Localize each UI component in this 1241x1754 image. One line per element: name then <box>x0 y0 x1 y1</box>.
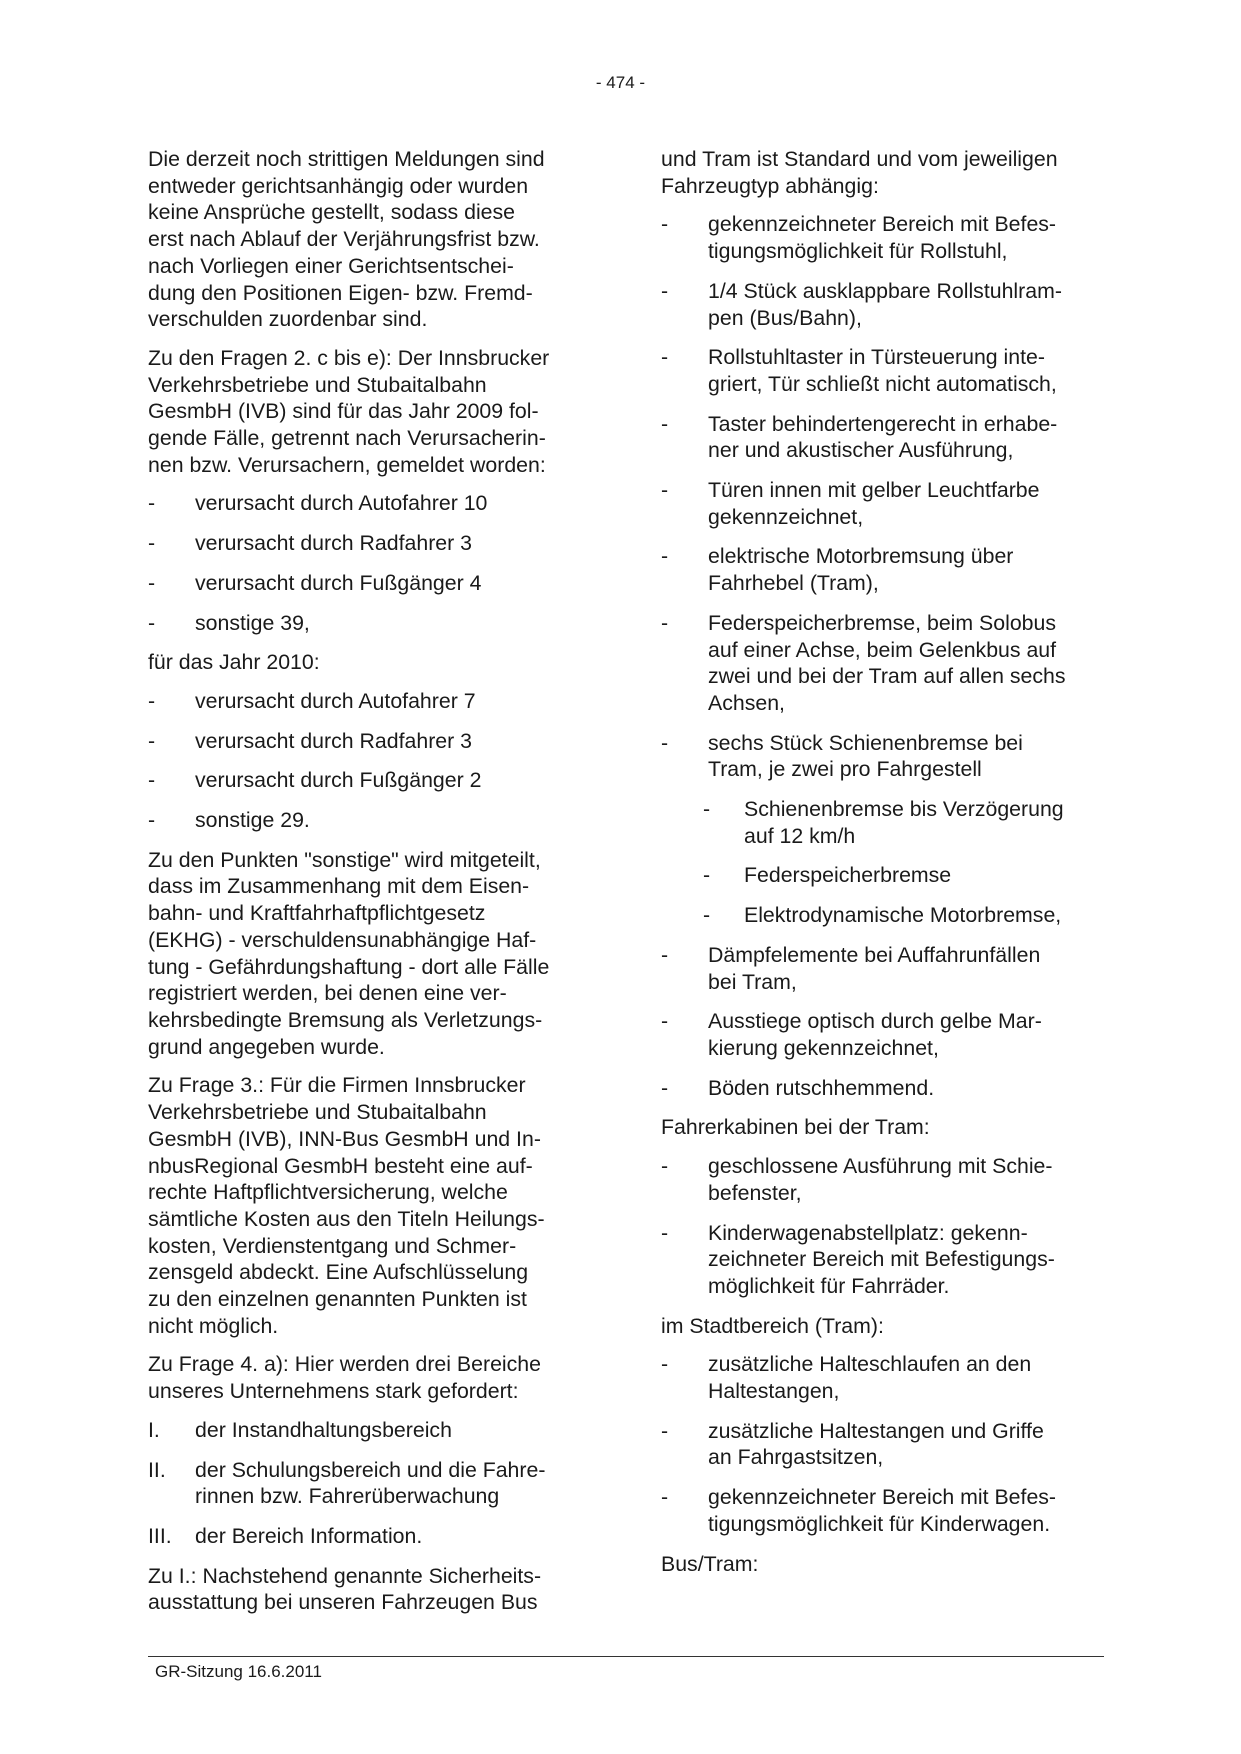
sub-list-item <box>661 796 1101 849</box>
list-item <box>148 610 588 637</box>
list-item-text: zusätzliche Haltestangen und Griffe an Fahrgastsitzen, <box>708 1418 1044 1470</box>
paragraph: Zu den Punkten "sonstige" wird mitgeteilt, dass im Zusammenhang mit dem Eisen- bahn- und Kraftfahrhaftpflichtgesetz (EKHG) - verschuldensunabhängige Haf- tung - Gefährdungshaftung - dort alle Fälle registriert werden, bei denen eine ver- kehrsbedingte Bremsung als Verletzungs- grund angegeben wurde. <box>148 847 550 1059</box>
list-item-text: verursacht durch Radfahrer 3 <box>195 531 472 556</box>
list-item <box>661 730 1101 783</box>
list-item-text: Ausstiege optisch durch gelbe Mar- kierung gekennzeichnet, <box>708 1009 1042 1060</box>
list-item <box>661 1008 1101 1061</box>
list-item-text: 1/4 Stück ausklappbare Rollstuhlram- pen (Bus/Bahn), <box>708 278 1062 330</box>
sub-list-item <box>661 862 1101 889</box>
list-marker: - <box>148 808 156 833</box>
list-marker: - <box>703 863 711 888</box>
list-item <box>661 1220 1101 1300</box>
list-item-text: Rollstuhltaster in Türsteuerung inte- griert, Tür schließt nicht automatisch, <box>708 345 1057 396</box>
list-item <box>661 1075 1101 1102</box>
list-item-text: verursacht durch Fußgänger 4 <box>195 570 482 595</box>
list-marker: - <box>148 688 156 713</box>
list-item <box>148 1417 588 1444</box>
list-marker: - <box>148 768 156 793</box>
list-item-text: Dämpfelemente bei Auffahrunfällen bei Tram, <box>708 942 1041 994</box>
list-marker: - <box>148 570 156 595</box>
list-item <box>148 1523 588 1550</box>
paragraph: im Stadtbereich (Tram): <box>661 1313 884 1338</box>
list-item-text: verursacht durch Fußgänger 2 <box>195 768 482 793</box>
paragraph: Fahrerkabinen bei der Tram: <box>661 1115 930 1140</box>
list-marker: - <box>661 278 669 303</box>
list-marker: - <box>148 531 156 556</box>
list-item-text: Federspeicherbremse, beim Solobus auf einer Achse, beim Gelenkbus auf zwei und bei der Tram auf allen sechs Achsen, <box>708 610 1066 715</box>
list-item <box>148 530 588 557</box>
list-marker: - <box>661 1220 669 1245</box>
list-item <box>148 688 588 715</box>
paragraph: Zu den Fragen 2. c bis e): Der Innsbrucker Verkehrsbetriebe und Stubaitalbahn GesmbH (IVB) sind für das Jahr 2009 fol- gende Fälle, getrennt nach Verursacherin- nen bzw. Verursachern, gemeldet worden: <box>148 345 550 477</box>
paragraph: Die derzeit noch strittigen Meldungen sind entweder gerichtsanhängig oder wurden keine Ansprüche gestellt, sodass diese erst nach Ablauf der Verjährungsfrist bzw. nach Vorliegen einer Gerichtsentschei- dung den Positionen Eigen- bzw. Fremd- verschulden zuordenbar sind. <box>148 147 545 332</box>
list-item <box>148 490 588 517</box>
list-marker: - <box>148 728 156 753</box>
list-item-text: verursacht durch Radfahrer 3 <box>195 728 472 753</box>
list-item-text: verursacht durch Autofahrer 10 <box>195 491 488 516</box>
list-marker: - <box>661 1485 669 1510</box>
list-item-text: Federspeicherbremse <box>744 863 952 888</box>
paragraph: Zu I.: Nachstehend genannte Sicherheits- ausstattung bei unseren Fahrzeugen Bus <box>148 1563 542 1615</box>
list-item-text: zusätzliche Halteschlaufen an den Haltestangen, <box>708 1352 1032 1404</box>
list-marker: - <box>661 411 669 436</box>
list-marker: - <box>661 345 669 370</box>
list-item <box>661 411 1101 464</box>
list-marker: - <box>661 610 669 635</box>
sub-list-item <box>661 902 1101 929</box>
list-marker: - <box>661 1009 669 1034</box>
list-item <box>661 543 1101 596</box>
paragraph: Zu Frage 3.: Für die Firmen Innsbrucker Verkehrsbetriebe und Stubaitalbahn GesmbH (IVB), INN-Bus GesmbH und In- nbusRegional GesmbH besteht eine auf- rechte Haftpflichtversicherung, welche sämtliche Kosten aus den Titeln Heilungs- kosten, Verdienstentgang und Schmer- zensgeld abdeckt. Eine Aufschlüsselung zu den einzelnen genannten Punkten ist nicht möglich. <box>148 1073 545 1338</box>
list-item <box>661 278 1101 331</box>
paragraph: und Tram ist Standard und vom jeweiligen Fahrzeugtyp abhängig: <box>661 147 1058 198</box>
list-item-text: Taster behindertengerecht in erhabe- ner und akustischer Ausführung, <box>708 411 1058 463</box>
list-item-text: der Bereich Information. <box>195 1523 423 1548</box>
list-item-text: sonstige 29. <box>195 808 310 833</box>
paragraph: Zu Frage 4. a): Hier werden drei Bereiche unseres Unternehmens stark gefordert: <box>148 1352 541 1404</box>
list-item <box>661 610 1101 717</box>
list-item-text: Böden rutschhemmend. <box>708 1075 935 1100</box>
list-item-text: sonstige 39, <box>195 610 310 635</box>
list-item-text: Kinderwagenabstellplatz: gekenn- zeichneter Bereich mit Befestigungs- möglichkeit für Fahrräder. <box>708 1220 1055 1298</box>
list-item-text: verursacht durch Autofahrer 7 <box>195 688 476 713</box>
list-item <box>661 1153 1101 1206</box>
list-marker: - <box>661 544 669 569</box>
list-marker: - <box>661 1075 669 1100</box>
list-item-text: Türen innen mit gelber Leuchtfarbe gekennzeichnet, <box>708 478 1040 529</box>
list-item-text: gekennzeichneter Bereich mit Befes- tigungsmöglichkeit für Kinderwagen. <box>708 1485 1057 1536</box>
list-item <box>148 807 588 834</box>
list-item-text: der Schulungsbereich und die Fahre- rinnen bzw. Fahrerüberwachung <box>195 1457 546 1509</box>
list-item <box>661 477 1101 530</box>
paragraph: Bus/Tram: <box>661 1551 759 1576</box>
list-item <box>661 942 1101 995</box>
list-item <box>661 1418 1101 1471</box>
list-marker: - <box>703 797 711 822</box>
footer-session-date: GR-Sitzung 16.6.2011 <box>155 1662 322 1681</box>
list-item <box>661 1351 1101 1404</box>
list-item <box>148 1457 588 1510</box>
list-item-text: der Instandhaltungsbereich <box>195 1417 452 1442</box>
list-item-text: gekennzeichneter Bereich mit Befes- tigungsmöglichkeit für Rollstuhl, <box>708 212 1057 264</box>
list-marker: - <box>661 1352 669 1377</box>
right-column <box>661 146 1101 1589</box>
list-marker: - <box>661 212 669 237</box>
page-number: - 474 - <box>595 73 646 92</box>
list-item <box>148 570 588 597</box>
list-item-text: Schienenbremse bis Verzögerung auf 12 km/h <box>744 797 1064 848</box>
list-marker: I. <box>148 1417 160 1442</box>
list-marker: - <box>661 730 669 755</box>
paragraph: für das Jahr 2010: <box>148 650 320 675</box>
list-item-text: Elektrodynamische Motorbremse, <box>744 903 1062 928</box>
list-item-text: sechs Stück Schienenbremse bei Tram, je zwei pro Fahrgestell <box>708 730 1023 782</box>
list-marker: III. <box>148 1523 172 1548</box>
list-marker: II. <box>148 1457 166 1482</box>
list-item-text: elektrische Motorbremsung über Fahrhebel (Tram), <box>708 544 1014 596</box>
list-marker: - <box>661 1154 669 1179</box>
list-marker: - <box>148 610 156 635</box>
list-item <box>148 728 588 755</box>
list-item <box>661 1484 1101 1537</box>
footer-divider <box>148 1656 1104 1657</box>
list-marker: - <box>661 478 669 503</box>
list-item <box>148 767 588 794</box>
left-column <box>148 146 588 1628</box>
list-item-text: geschlossene Ausführung mit Schie- befenster, <box>708 1154 1053 1205</box>
list-item <box>661 211 1101 264</box>
list-marker: - <box>661 942 669 967</box>
list-item <box>661 344 1101 397</box>
list-marker: - <box>661 1418 669 1443</box>
list-marker: - <box>703 903 711 928</box>
list-marker: - <box>148 491 156 516</box>
